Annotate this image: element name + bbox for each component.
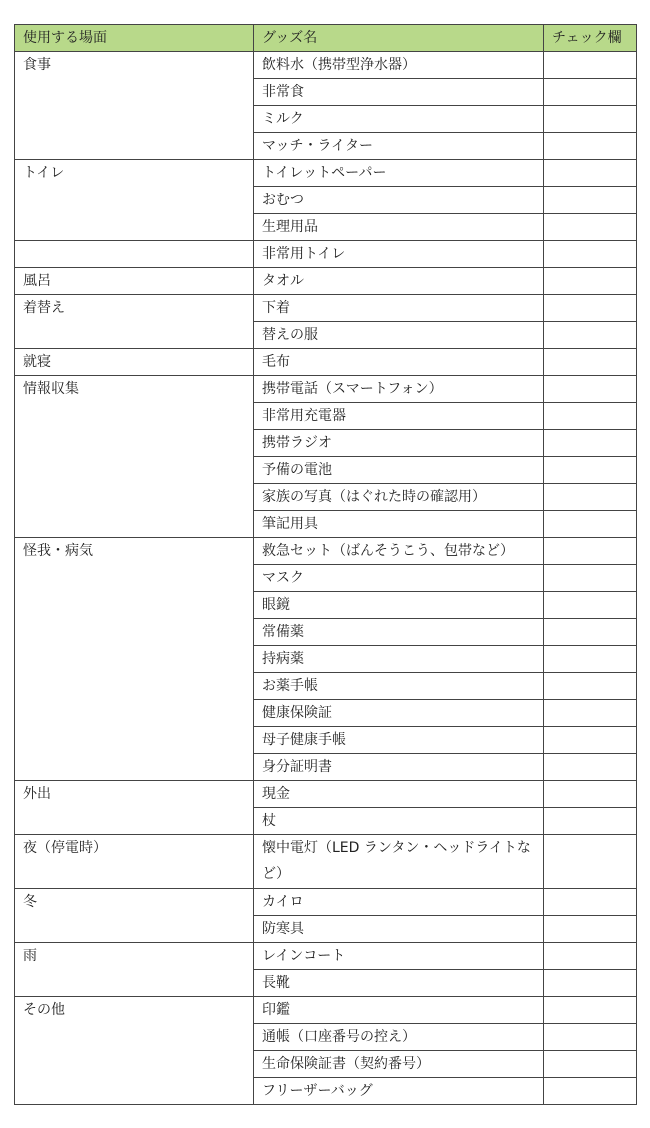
scene-cell: 風呂 <box>15 268 254 295</box>
scene-cell: 冬 <box>15 889 254 943</box>
check-cell[interactable] <box>544 592 637 619</box>
check-cell[interactable] <box>544 943 637 970</box>
check-cell[interactable] <box>544 268 637 295</box>
check-cell[interactable] <box>544 970 637 997</box>
check-cell[interactable] <box>544 484 637 511</box>
goods-cell: タオル <box>254 268 544 295</box>
goods-cell: 現金 <box>254 781 544 808</box>
goods-cell: 筆記用具 <box>254 511 544 538</box>
check-cell[interactable] <box>544 52 637 79</box>
table-row <box>15 241 637 268</box>
check-cell[interactable] <box>544 565 637 592</box>
check-cell[interactable] <box>544 700 637 727</box>
scene-cell: 外出 <box>15 781 254 835</box>
check-cell[interactable] <box>544 808 637 835</box>
check-cell[interactable] <box>544 727 637 754</box>
goods-cell: 防寒具 <box>254 916 544 943</box>
table-row <box>15 997 637 1024</box>
check-cell[interactable] <box>544 1078 637 1105</box>
scene-cell: 着替え <box>15 295 254 349</box>
check-cell[interactable] <box>544 538 637 565</box>
scene-cell: トイレ <box>15 160 254 241</box>
check-cell[interactable] <box>544 295 637 322</box>
goods-cell: フリーザーバッグ <box>254 1078 544 1105</box>
goods-cell: カイロ <box>254 889 544 916</box>
header-check: チェック欄 <box>544 25 637 52</box>
goods-cell: 家族の写真（はぐれた時の確認用） <box>254 484 544 511</box>
goods-cell: 携帯電話（スマートフォン） <box>254 376 544 403</box>
goods-cell: 身分証明書 <box>254 754 544 781</box>
table-row <box>15 781 637 808</box>
goods-cell: 生命保険証書（契約番号） <box>254 1051 544 1078</box>
check-cell[interactable] <box>544 187 637 214</box>
header-scene: 使用する場面 <box>15 25 254 52</box>
goods-cell: おむつ <box>254 187 544 214</box>
goods-cell: 飲料水（携帯型浄水器） <box>254 52 544 79</box>
table-row <box>15 889 637 916</box>
check-cell[interactable] <box>544 916 637 943</box>
goods-cell: 通帳（口座番号の控え） <box>254 1024 544 1051</box>
table-row <box>15 349 637 376</box>
scene-cell: 雨 <box>15 943 254 997</box>
goods-cell: 母子健康手帳 <box>254 727 544 754</box>
check-cell[interactable] <box>544 781 637 808</box>
table-row <box>15 943 637 970</box>
goods-cell: 常備薬 <box>254 619 544 646</box>
goods-cell: 下着 <box>254 295 544 322</box>
goods-cell: お薬手帳 <box>254 673 544 700</box>
goods-cell: ミルク <box>254 106 544 133</box>
header-row <box>15 25 637 52</box>
scene-cell: 就寝 <box>15 349 254 376</box>
goods-cell: 健康保険証 <box>254 700 544 727</box>
check-cell[interactable] <box>544 376 637 403</box>
scene-cell: その他 <box>15 997 254 1105</box>
checklist-table <box>14 24 637 1105</box>
table-row <box>15 835 637 889</box>
goods-cell: 懐中電灯（LED ランタン・ヘッドライトなど） <box>254 835 544 889</box>
header-goods: グッズ名 <box>254 25 544 52</box>
goods-cell: 持病薬 <box>254 646 544 673</box>
check-cell[interactable] <box>544 1024 637 1051</box>
table-row <box>15 268 637 295</box>
check-cell[interactable] <box>544 619 637 646</box>
check-cell[interactable] <box>544 673 637 700</box>
table-row <box>15 160 637 187</box>
goods-cell: マスク <box>254 565 544 592</box>
goods-cell: マッチ・ライター <box>254 133 544 160</box>
scene-cell: 情報収集 <box>15 376 254 538</box>
goods-cell: レインコート <box>254 943 544 970</box>
goods-cell: 印鑑 <box>254 997 544 1024</box>
goods-cell: 非常用トイレ <box>254 241 544 268</box>
goods-cell: 救急セット（ばんそうこう、包帯など） <box>254 538 544 565</box>
check-cell[interactable] <box>544 457 637 484</box>
goods-cell: 非常用充電器 <box>254 403 544 430</box>
check-cell[interactable] <box>544 646 637 673</box>
check-cell[interactable] <box>544 430 637 457</box>
goods-cell: 非常食 <box>254 79 544 106</box>
check-cell[interactable] <box>544 133 637 160</box>
scene-cell <box>15 241 254 268</box>
check-cell[interactable] <box>544 889 637 916</box>
check-cell[interactable] <box>544 835 637 889</box>
scene-cell: 怪我・病気 <box>15 538 254 781</box>
goods-cell: 杖 <box>254 808 544 835</box>
goods-cell: 生理用品 <box>254 214 544 241</box>
table-row <box>15 376 637 403</box>
check-cell[interactable] <box>544 754 637 781</box>
table-row <box>15 295 637 322</box>
goods-cell: 毛布 <box>254 349 544 376</box>
check-cell[interactable] <box>544 997 637 1024</box>
goods-cell: 替えの服 <box>254 322 544 349</box>
goods-cell: 眼鏡 <box>254 592 544 619</box>
check-cell[interactable] <box>544 1051 637 1078</box>
check-cell[interactable] <box>544 79 637 106</box>
goods-cell: トイレットペーパー <box>254 160 544 187</box>
check-cell[interactable] <box>544 214 637 241</box>
table-row <box>15 52 637 79</box>
check-cell[interactable] <box>544 106 637 133</box>
goods-cell: 長靴 <box>254 970 544 997</box>
scene-cell: 夜（停電時） <box>15 835 254 889</box>
goods-cell: 携帯ラジオ <box>254 430 544 457</box>
check-cell[interactable] <box>544 160 637 187</box>
check-cell[interactable] <box>544 241 637 268</box>
check-cell[interactable] <box>544 511 637 538</box>
goods-cell: 予備の電池 <box>254 457 544 484</box>
scene-cell: 食事 <box>15 52 254 160</box>
check-cell[interactable] <box>544 349 637 376</box>
table-row <box>15 538 637 565</box>
check-cell[interactable] <box>544 403 637 430</box>
check-cell[interactable] <box>544 322 637 349</box>
